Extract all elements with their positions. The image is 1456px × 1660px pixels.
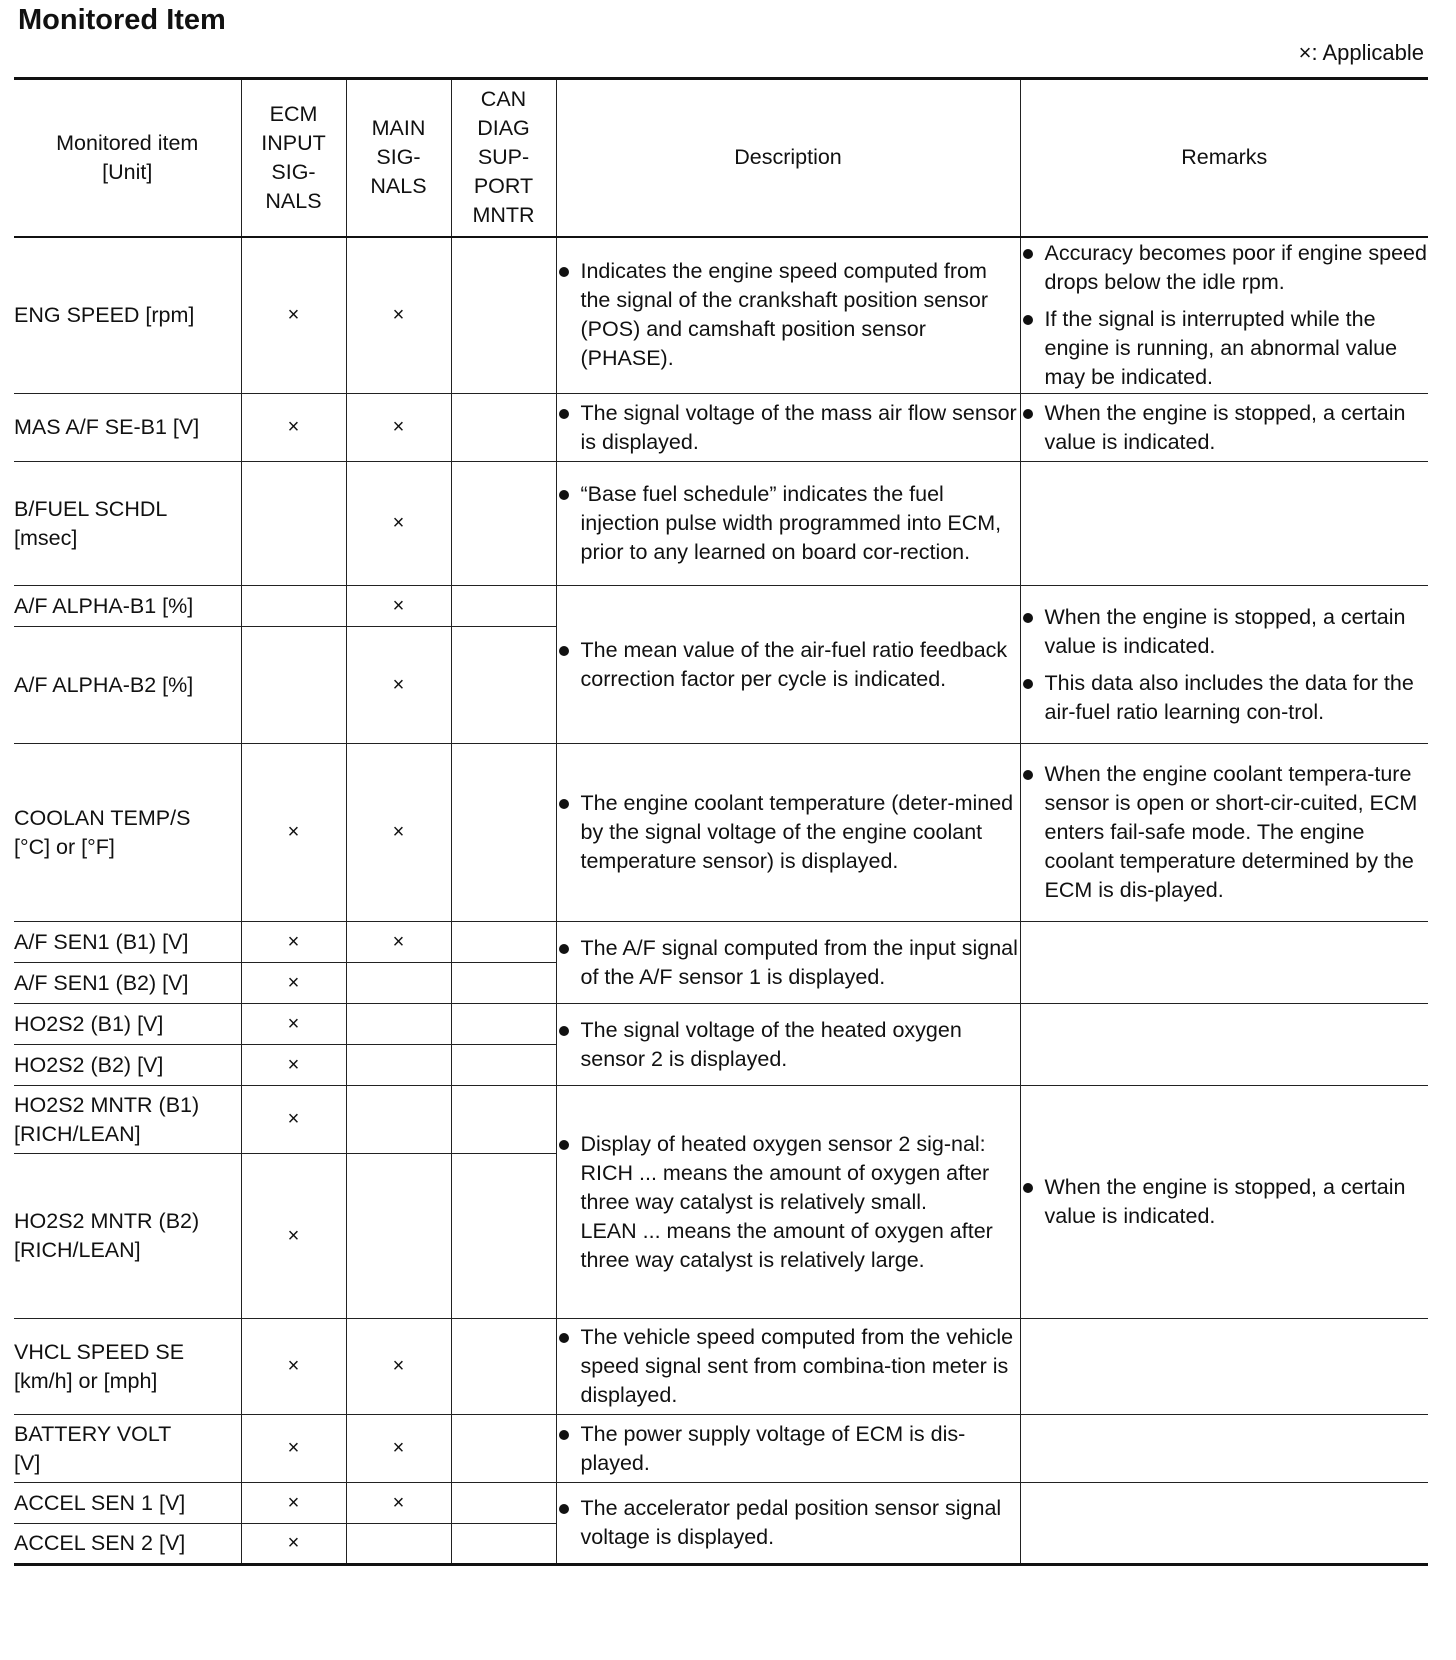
can-cell bbox=[451, 394, 556, 462]
table-row bbox=[14, 394, 1428, 462]
item-cell: HO2S2 MNTR (B1) [RICH/LEAN] bbox=[14, 1086, 241, 1154]
remark-bullet: When the engine is stopped, a certain value is indicated. bbox=[1021, 399, 1429, 457]
table-row bbox=[14, 922, 1428, 963]
description-cell bbox=[556, 237, 1020, 394]
description-bullet: The signal voltage of the mass air flow sensor is displayed. bbox=[557, 399, 1020, 457]
description-bullet: Indicates the engine speed computed from the signal of the crankshaft position sensor (POS) and camshaft position sensor (PHASE). bbox=[557, 257, 1020, 373]
description-bullet: Display of heated oxygen sensor 2 sig-nal: RICH ... means the amount of oxygen after three way catalyst is relatively small. LEAN ... means the amount of oxygen after three way catalyst is relatively large. bbox=[557, 1130, 1020, 1275]
remark-bullet: Accuracy becomes poor if engine speed drops below the idle rpm. bbox=[1021, 239, 1429, 297]
header-ecm-input-signals: ECM INPUT SIG- NALS bbox=[241, 79, 346, 237]
table-row bbox=[14, 1086, 1428, 1154]
header-remarks: Remarks bbox=[1020, 79, 1428, 237]
ecm-mark: × bbox=[241, 237, 346, 394]
main-mark: × bbox=[346, 586, 451, 627]
table-row bbox=[14, 586, 1428, 627]
remarks-cell bbox=[1020, 586, 1428, 744]
description-cell bbox=[556, 394, 1020, 462]
item-cell: A/F ALPHA-B1 [%] bbox=[14, 586, 241, 627]
ecm-mark: × bbox=[241, 1045, 346, 1086]
remark-bullet: If the signal is interrupted while the engine is running, an abnormal value may be indicated. bbox=[1021, 305, 1429, 392]
ecm-mark: × bbox=[241, 1004, 346, 1045]
table-header-row bbox=[14, 79, 1428, 237]
main-cell bbox=[346, 1154, 451, 1319]
can-cell bbox=[451, 627, 556, 744]
can-cell bbox=[451, 1004, 556, 1045]
ecm-mark: × bbox=[241, 1524, 346, 1565]
main-cell bbox=[346, 1045, 451, 1086]
item-cell: COOLAN TEMP/S [°C] or [°F] bbox=[14, 744, 241, 922]
ecm-mark: × bbox=[241, 1154, 346, 1319]
description-cell bbox=[556, 1086, 1020, 1319]
description-cell bbox=[556, 462, 1020, 586]
item-cell: ACCEL SEN 1 [V] bbox=[14, 1483, 241, 1524]
item-cell: HO2S2 (B2) [V] bbox=[14, 1045, 241, 1086]
remarks-cell bbox=[1020, 462, 1428, 586]
remarks-cell bbox=[1020, 394, 1428, 462]
description-bullet: The power supply voltage of ECM is dis-played. bbox=[557, 1420, 1020, 1478]
remark-bullet: When the engine coolant tempera-ture sensor is open or short-cir-cuited, ECM enters fail-safe mode. The engine coolant temperature determined by the ECM is dis-played. bbox=[1021, 760, 1429, 905]
description-cell bbox=[556, 1483, 1020, 1565]
main-mark: × bbox=[346, 1319, 451, 1415]
main-cell bbox=[346, 1004, 451, 1045]
remarks-cell bbox=[1020, 1415, 1428, 1483]
main-mark: × bbox=[346, 394, 451, 462]
remark-bullet: When the engine is stopped, a certain value is indicated. bbox=[1021, 1173, 1429, 1231]
table-row bbox=[14, 1319, 1428, 1415]
remarks-cell bbox=[1020, 1319, 1428, 1415]
ecm-cell bbox=[241, 627, 346, 744]
main-mark: × bbox=[346, 237, 451, 394]
ecm-mark: × bbox=[241, 744, 346, 922]
main-cell bbox=[346, 1086, 451, 1154]
ecm-mark: × bbox=[241, 1319, 346, 1415]
item-cell: A/F SEN1 (B1) [V] bbox=[14, 922, 241, 963]
page-title: Monitored Item bbox=[18, 4, 226, 36]
description-cell bbox=[556, 586, 1020, 744]
ecm-mark: × bbox=[241, 963, 346, 1004]
item-cell: A/F ALPHA-B2 [%] bbox=[14, 627, 241, 744]
item-cell: HO2S2 (B1) [V] bbox=[14, 1004, 241, 1045]
can-cell bbox=[451, 1154, 556, 1319]
description-bullet: “Base fuel schedule” indicates the fuel injection pulse width programmed into ECM, prior to any learned on board cor-rection. bbox=[557, 480, 1020, 567]
main-mark: × bbox=[346, 462, 451, 586]
remarks-cell bbox=[1020, 237, 1428, 394]
can-cell bbox=[451, 922, 556, 963]
remark-bullet: When the engine is stopped, a certain value is indicated. bbox=[1021, 603, 1429, 661]
main-mark: × bbox=[346, 1415, 451, 1483]
table-row bbox=[14, 1004, 1428, 1045]
item-cell: ACCEL SEN 2 [V] bbox=[14, 1524, 241, 1565]
description-cell bbox=[556, 744, 1020, 922]
table-row bbox=[14, 1415, 1428, 1483]
ecm-cell bbox=[241, 586, 346, 627]
description-cell bbox=[556, 1319, 1020, 1415]
remarks-cell bbox=[1020, 744, 1428, 922]
main-mark: × bbox=[346, 627, 451, 744]
table-row bbox=[14, 1483, 1428, 1524]
description-bullet: The signal voltage of the heated oxygen sensor 2 is displayed. bbox=[557, 1016, 1020, 1074]
main-mark: × bbox=[346, 1483, 451, 1524]
ecm-mark: × bbox=[241, 1086, 346, 1154]
monitored-item-table bbox=[14, 77, 1428, 1566]
main-cell bbox=[346, 1524, 451, 1565]
item-cell: HO2S2 MNTR (B2) [RICH/LEAN] bbox=[14, 1154, 241, 1319]
item-cell: MAS A/F SE-B1 [V] bbox=[14, 394, 241, 462]
header-description: Description bbox=[556, 79, 1020, 237]
table-row bbox=[14, 744, 1428, 922]
description-cell bbox=[556, 1004, 1020, 1086]
applicable-legend: ×: Applicable bbox=[1298, 40, 1424, 65]
can-cell bbox=[451, 1319, 556, 1415]
can-cell bbox=[451, 744, 556, 922]
can-cell bbox=[451, 1415, 556, 1483]
ecm-mark: × bbox=[241, 1415, 346, 1483]
can-cell bbox=[451, 1483, 556, 1524]
can-cell bbox=[451, 1045, 556, 1086]
description-bullet: The A/F signal computed from the input signal of the A/F sensor 1 is displayed. bbox=[557, 934, 1020, 992]
header-main-signals: MAIN SIG- NALS bbox=[346, 79, 451, 237]
can-cell bbox=[451, 237, 556, 394]
item-cell: A/F SEN1 (B2) [V] bbox=[14, 963, 241, 1004]
description-bullet: The vehicle speed computed from the vehicle speed signal sent from combina-tion meter is displayed. bbox=[557, 1323, 1020, 1410]
ecm-cell bbox=[241, 462, 346, 586]
table-row bbox=[14, 462, 1428, 586]
header-can-diag-support: CAN DIAG SUP- PORT MNTR bbox=[451, 79, 556, 237]
main-mark: × bbox=[346, 744, 451, 922]
ecm-mark: × bbox=[241, 394, 346, 462]
description-cell bbox=[556, 1415, 1020, 1483]
main-mark: × bbox=[346, 922, 451, 963]
description-bullet: The engine coolant temperature (deter-mined by the signal voltage of the engine coolant temperature sensor) is displayed. bbox=[557, 789, 1020, 876]
can-cell bbox=[451, 586, 556, 627]
main-cell bbox=[346, 963, 451, 1004]
item-cell: ENG SPEED [rpm] bbox=[14, 237, 241, 394]
item-cell: B/FUEL SCHDL [msec] bbox=[14, 462, 241, 586]
can-cell bbox=[451, 963, 556, 1004]
ecm-mark: × bbox=[241, 922, 346, 963]
remarks-cell bbox=[1020, 1086, 1428, 1319]
header-monitored-item: Monitored item [Unit] bbox=[14, 79, 241, 237]
can-cell bbox=[451, 1524, 556, 1565]
table-row bbox=[14, 237, 1428, 394]
can-cell bbox=[451, 1086, 556, 1154]
can-cell bbox=[451, 462, 556, 586]
item-cell: BATTERY VOLT [V] bbox=[14, 1415, 241, 1483]
description-bullet: The accelerator pedal position sensor signal voltage is displayed. bbox=[557, 1494, 1020, 1552]
ecm-mark: × bbox=[241, 1483, 346, 1524]
description-cell bbox=[556, 922, 1020, 1004]
remarks-cell bbox=[1020, 1004, 1428, 1086]
item-cell: VHCL SPEED SE [km/h] or [mph] bbox=[14, 1319, 241, 1415]
description-bullet: The mean value of the air-fuel ratio feedback correction factor per cycle is indicated. bbox=[557, 636, 1020, 694]
remark-bullet: This data also includes the data for the air-fuel ratio learning con-trol. bbox=[1021, 669, 1429, 727]
remarks-cell bbox=[1020, 1483, 1428, 1565]
remarks-cell bbox=[1020, 922, 1428, 1004]
